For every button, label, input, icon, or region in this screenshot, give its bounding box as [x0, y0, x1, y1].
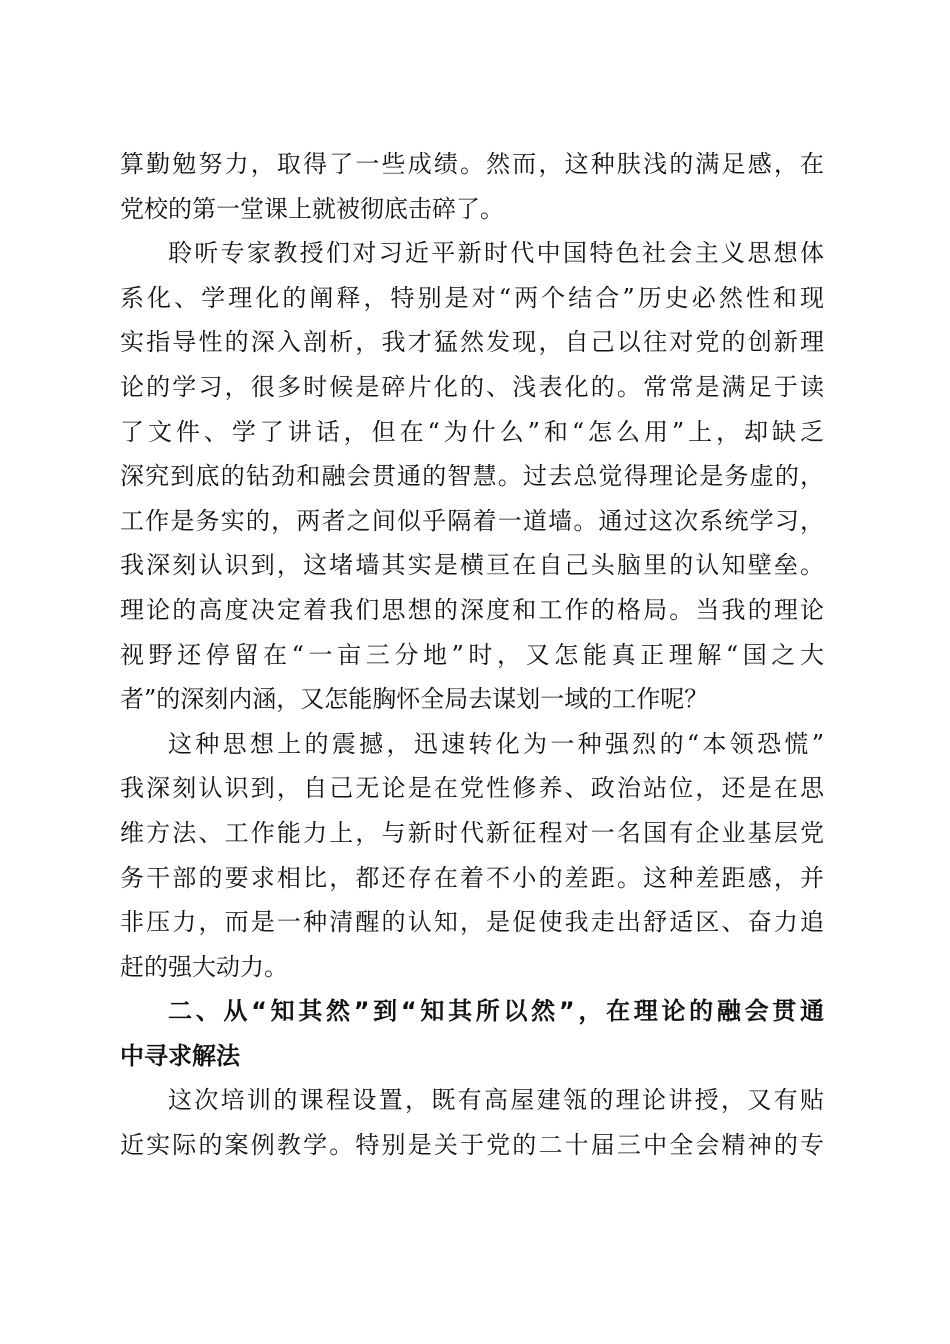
text-line: 了文件、学了讲话，但在“为什么”和“怎么用”上，却缺乏 [120, 417, 824, 446]
heading-line: 中寻求解法 [120, 1041, 240, 1070]
text-line: 算勤勉努力，取得了一些成绩。然而，这种肤浅的满足感，在 [120, 150, 824, 178]
text-line: 维方法、工作能力上，与新时代新征程对一名国有企业基层党 [120, 818, 824, 847]
text-line: 这种思想上的震撼，迅速转化为一种强烈的“本领恐慌” [168, 729, 824, 758]
text-line: 理论的高度决定着我们思想的深度和工作的格局。当我的理论 [120, 595, 824, 624]
text-line: 近实际的案例教学。特别是关于党的二十届三中全会精神的专 [120, 1131, 824, 1160]
text-line: 实指导性的深入剖析，我才猛然发现，自己以往对党的创新理 [120, 328, 824, 357]
text-line: 系化、学理化的阐释，特别是对“两个结合”历史必然性和现 [120, 283, 824, 312]
text-line: 这次培训的课程设置，既有高屋建瓴的理论讲授，又有贴 [168, 1086, 824, 1115]
text-line: 者”的深刻内涵，又怎能胸怀全局去谋划一域的工作呢？ [120, 685, 709, 714]
text-line: 视野还停留在“一亩三分地”时，又怎能真正理解“国之大 [120, 640, 824, 669]
heading-line: 二、从“知其然”到“知其所以然”，在理论的融会贯通 [168, 997, 824, 1026]
text-line: 务干部的要求相比，都还存在着不小的差距。这种差距感，并 [120, 863, 824, 892]
text-line: 赶的强大动力。 [120, 952, 288, 981]
text-line: 深究到底的钻劲和融会贯通的智慧。过去总觉得理论是务虚的， [120, 462, 824, 491]
paragraph-continuation [120, 142, 824, 231]
text-line: 工作是务实的，两者之间似乎隔着一道墙。通过这次系统学习， [120, 506, 824, 535]
paragraph-skill-panic [120, 722, 824, 990]
document-body [120, 142, 824, 1168]
text-line: 党校的第一堂课上就被彻底击碎了。 [120, 194, 504, 223]
text-line: 我深刻认识到，这堵墙其实是横亘在自己头脑里的认知壁垒。 [120, 551, 824, 580]
paragraph-course-design [120, 1078, 824, 1167]
text-line: 论的学习，很多时候是碎片化的、浅表化的。常常是满足于读 [120, 372, 824, 401]
text-line: 聆听专家教授们对习近平新时代中国特色社会主义思想体 [168, 239, 824, 268]
text-line: 我深刻认识到，自己无论是在党性修养、政治站位，还是在思 [120, 774, 824, 803]
text-line: 非压力，而是一种清醒的认知，是促使我走出舒适区、奋力追 [120, 908, 824, 937]
section-heading [120, 989, 824, 1078]
paragraph-theory-study [120, 231, 824, 722]
